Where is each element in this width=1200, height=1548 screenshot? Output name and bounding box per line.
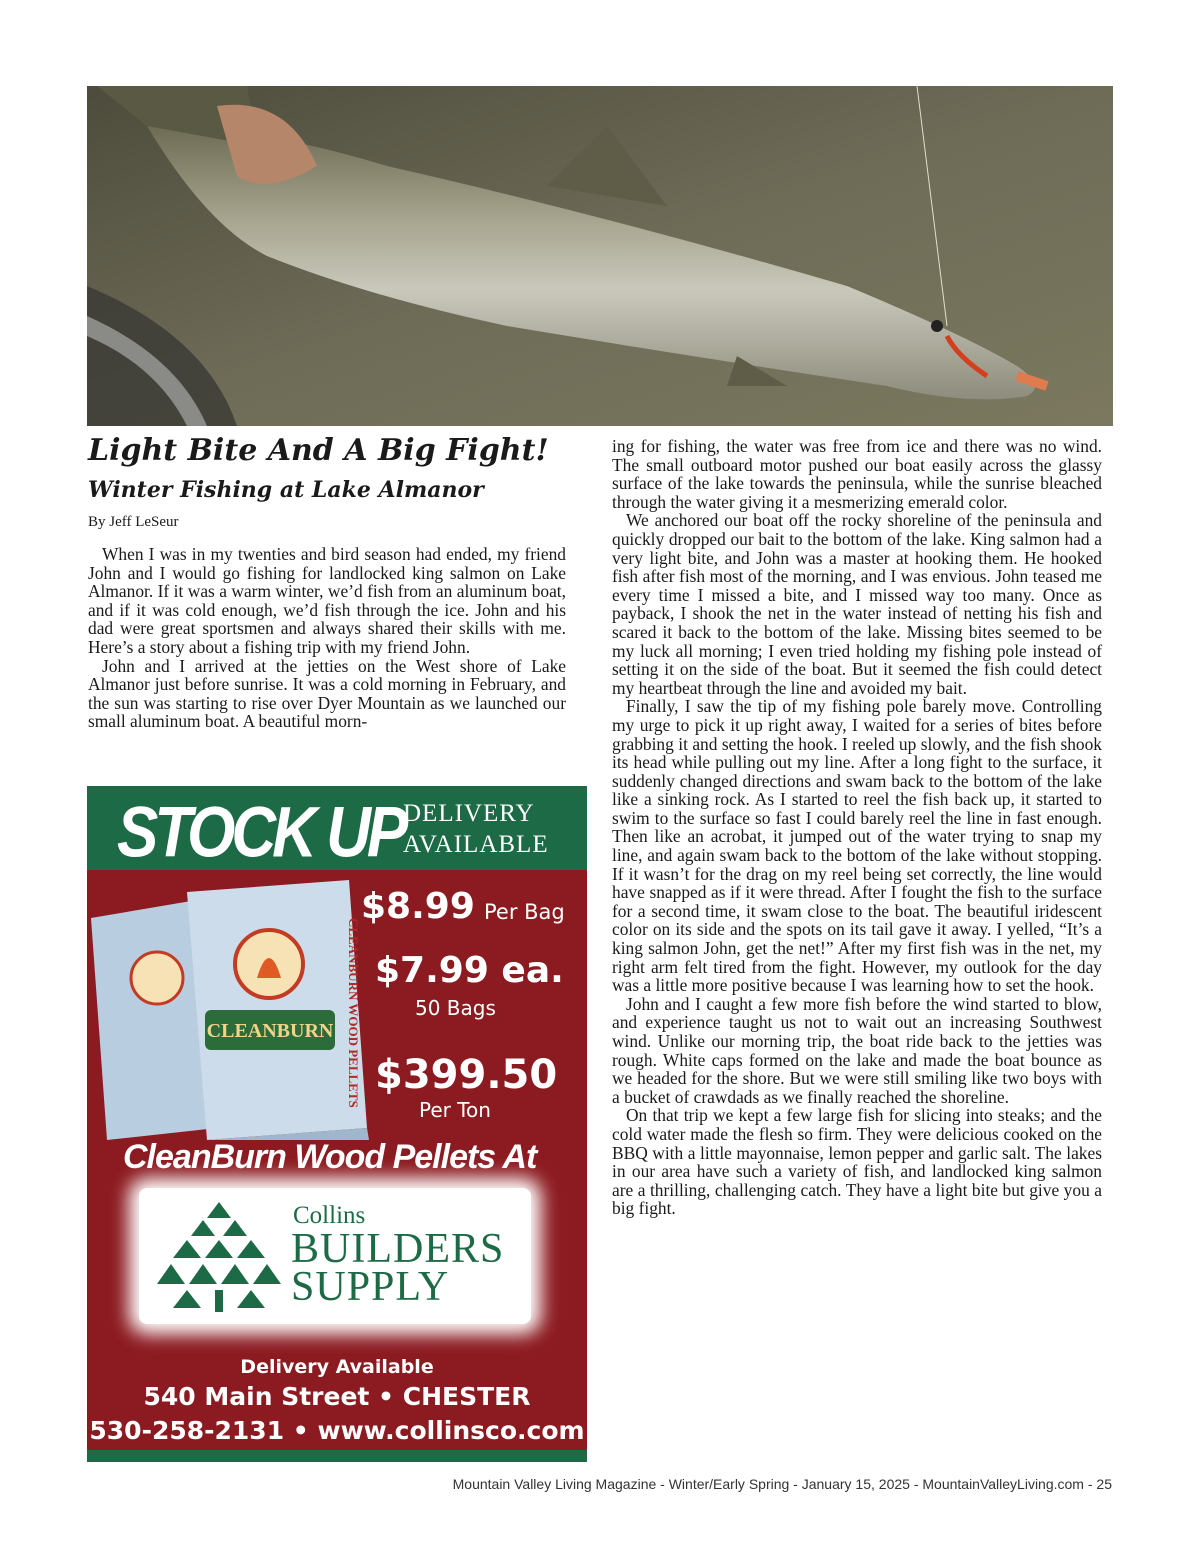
paragraph: When I was in my twenties and bird season had ended, my friend John and I would go fishing for landlocked king salmon on Lake Almanor. If it was a warm winter, we’d fish from an aluminum boat, and if it was cold enough, we’d fish through the ice. John and his dad were great sportsmen and always shared their skills with me. Here’s a story about a fishing trip with my friend John. bbox=[88, 544, 566, 657]
paragraph: Finally, I saw the tip of my fishing pole barely move. Controlling my urge to pick it up right away, I waited for a series of bites before grabbing it and setting the hook. I reeled up slowly, and the fish shook its head while pulling out my line. After a long fight to the surface, it suddenly changed directions and swam back to the bottom of the lake like a sinking rock. As I started to reel the fish back up, it started to swim to the surface so fast I could barely reel the line in fast enough. Then like an acrobat, it jumped out of the water trying to snap my line, and again swam back to the bottom of the lake without stopping. If it wasn’t for the drag on my reel being set correctly, the line would have snapped as if it were thread. After I fought the fish to the surface for a second time, it swam close to the boat. The beautiful iridescent color on its side and the spots on its tail gave it away. I yelled, “It’s a king salmon John, get the net!” After my first fish was in the net, my right arm felt tired from the fight. However, my outlook for the day was a little more positive because I was learning how to set the hook. bbox=[612, 696, 1102, 996]
article-byline: By Jeff LeSeur bbox=[88, 514, 179, 530]
ad-address: 540 Main Street • CHESTER bbox=[143, 1382, 531, 1411]
article-column-left bbox=[88, 545, 566, 731]
collins-ad bbox=[87, 786, 587, 1462]
paragraph: John and I arrived at the jetties on the West shore of Lake Almanor just before sunrise. It was a cold morning in February, and the sun was starting to rise over Dyer Mountain as we launched our small aluminum boat. A beautiful morn- bbox=[88, 655, 566, 732]
logo-collins: Collins bbox=[293, 1202, 366, 1229]
article-subtitle: Winter Fishing at Lake Almanor bbox=[88, 477, 484, 503]
paragraph: John and I caught a few more fish before the wind started to blow, and experience taught us not to wait out an increasing Southwest wind. Unlike our morning trip, the boat ride back to the jetties was rough. White caps formed on the lake and made the boat bounce as we headed for the shore. But we were still smiling like two boys with a bucket of crawdads as we finally reached the shoreline. bbox=[612, 993, 1102, 1107]
bag-brand-label: CLEANBURN bbox=[206, 1020, 334, 1042]
ad-headline: STOCK UP bbox=[117, 793, 405, 873]
ad-footer-bar bbox=[87, 1450, 587, 1462]
price-per-bag-unit: Per Bag bbox=[484, 900, 565, 924]
price-per-ton-unit: Per Ton bbox=[419, 1098, 491, 1122]
paragraph: ing for fishing, the water was free from ice and there was no wind. The small outboard motor pushed our boat easily across the glassy surface of the lake towards the peninsula, while the sunrise bleached through the water giving it a mesmerizing emerald color. bbox=[612, 436, 1102, 512]
pine-tree-icon bbox=[157, 1202, 281, 1314]
page-footer: Mountain Valley Living Magazine - Winter/Early Spring - January 15, 2025 - MountainValleyLiving.com - 25 bbox=[452, 1476, 1112, 1492]
article-title: Light Bite And A Big Fight! bbox=[88, 433, 549, 468]
ad-delivery-available: Delivery Available bbox=[240, 1356, 434, 1378]
paragraph: On that trip we kept a few large fish for slicing into steaks; and the cold water made the flesh so firm. They were delicious cooked on the BBQ with a little mayonnaise, lemon pepper and garlic salt. The lakes in our area have such a variety of fish, and landlocked king salmon are a thrilling, challenging catch. They have a light bite but give you a big fight. bbox=[612, 1105, 1102, 1219]
ad-header-bar bbox=[87, 786, 587, 873]
price-per-bag: $8.99 bbox=[361, 886, 475, 927]
paragraph: We anchored our boat off the rocky shoreline of the peninsula and quickly dropped our bait to the bottom of the lake. King salmon had a very light bite, and John was a master at hooking them. He hooked fish after fish most of the morning, and I was envious. John teased me every time I missed a bite, and I missed way too many. Once as payback, I shook the net in the water instead of netting his fish and scared it back to the bottom of the lake. Missing bites seemed to be my luck all morning; I even tried holding my fishing pole instead of setting it on the side of the boat. But it seemed the fish could detect my heartbeat through the line and avoided my bait. bbox=[612, 510, 1102, 698]
salmon-photo-icon bbox=[87, 86, 1113, 426]
ad-delivery-note: DELIVERY AVAILABLE bbox=[403, 800, 549, 858]
salmon-photo bbox=[87, 86, 1113, 426]
collins-logo bbox=[139, 1188, 531, 1324]
price-50-bags: $7.99 ea. bbox=[375, 950, 564, 991]
pellets-heading: CleanBurn Wood Pellets At bbox=[123, 1138, 537, 1176]
ad-contact: 530-258-2131 • www.collinsco.com bbox=[89, 1416, 585, 1445]
logo-builders-supply: BUILDERS SUPPLY bbox=[291, 1226, 505, 1310]
price-per-ton: $399.50 bbox=[375, 1052, 558, 1098]
price-50-bags-unit: 50 Bags bbox=[415, 996, 496, 1020]
bag-side-label: CLEANBURN WOOD PELLETS bbox=[346, 918, 361, 1108]
article-column-right bbox=[612, 437, 1102, 1218]
pellet-bags-icon bbox=[87, 878, 377, 1140]
